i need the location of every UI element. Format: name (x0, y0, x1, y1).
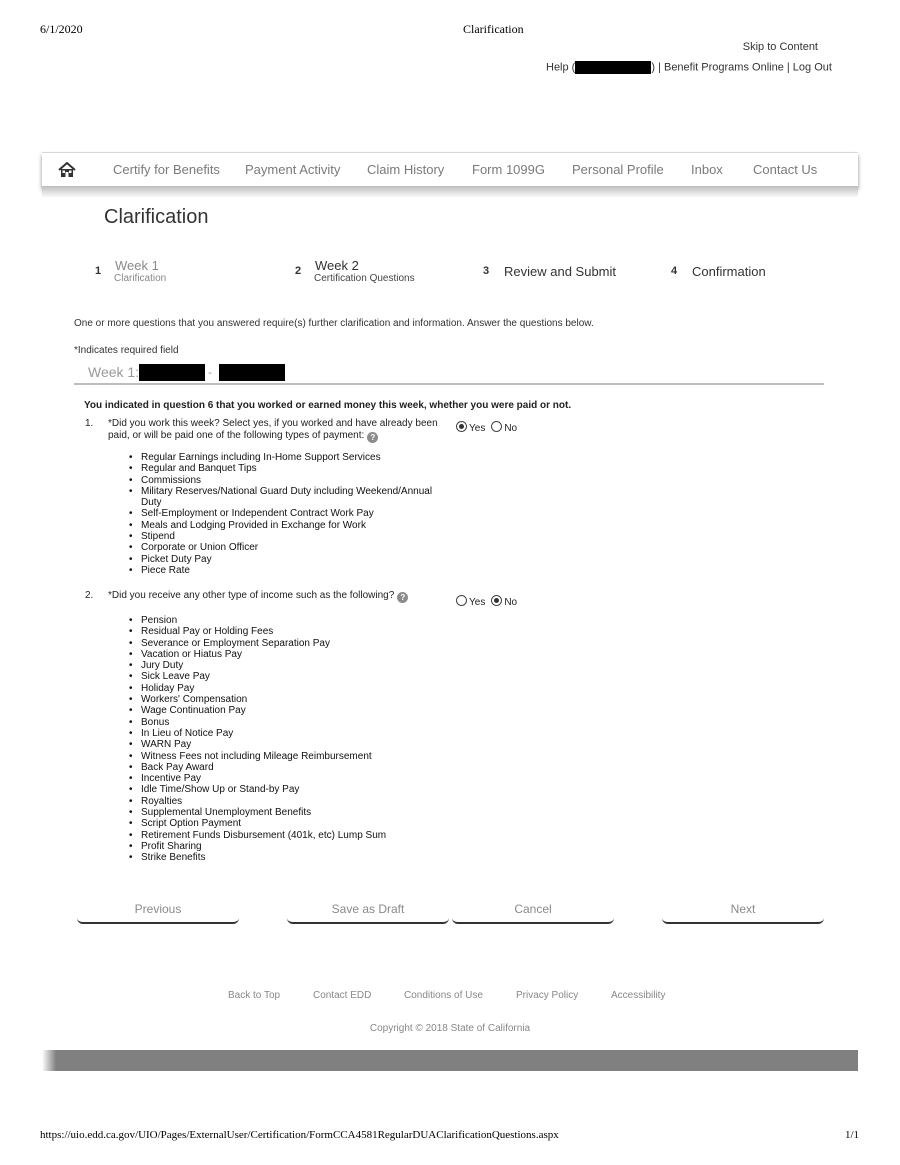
list-item: • Regular Earnings including In-Home Support Services (129, 452, 449, 463)
footer-conditions-of-use[interactable]: Conditions of Use (404, 990, 483, 1001)
nav-personal-profile[interactable]: Personal Profile (572, 162, 664, 177)
list-item: • Supplemental Unemployment Benefits (129, 807, 449, 818)
print-date: 6/1/2020 (40, 22, 83, 36)
save-draft-button[interactable]: Save as Draft (287, 900, 449, 924)
radio-label: Yes (469, 423, 486, 434)
list-item: • Stipend (129, 531, 449, 542)
main-nav (42, 152, 858, 187)
date-separator: - (208, 365, 212, 379)
next-button[interactable]: Next (662, 900, 824, 924)
list-item: • Corporate or Union Officer (129, 542, 449, 553)
list-item: • Picket Duty Pay (129, 554, 449, 565)
footer-bar (56, 1050, 858, 1071)
list-item: • Royalties (129, 796, 449, 807)
question-1-payment-list (129, 452, 449, 576)
question-2-line: *Did you receive any other type of income such as the following? (108, 590, 395, 601)
list-item: • WARN Pay (129, 739, 449, 750)
step-label: Confirmation (692, 264, 766, 279)
list-item: • Wage Continuation Pay (129, 705, 449, 716)
step-sublabel: Certification Questions (314, 273, 415, 284)
print-url: https://uio.edd.ca.gov/UIO/Pages/ExternalUser/Certification/FormCCA4581RegularDUAClarificationQuestions.aspx (40, 1129, 559, 1141)
utility-links (546, 61, 832, 74)
list-item: • Meals and Lodging Provided in Exchange for Work (129, 520, 449, 531)
list-item: • Back Pay Award (129, 762, 449, 773)
step-number: 4 (671, 265, 678, 277)
list-item: • Idle Time/Show Up or Stand-by Pay (129, 784, 449, 795)
list-item: • Incentive Pay (129, 773, 449, 784)
radio-label: No (504, 423, 518, 434)
list-item: • Military Reserves/National Guard Duty including Weekend/Annual Duty (129, 486, 449, 509)
list-item: • Commissions (129, 475, 449, 486)
radio-label: No (504, 597, 518, 608)
cancel-button[interactable]: Cancel (452, 900, 614, 924)
skip-to-content-link[interactable]: Skip to Content (742, 41, 818, 53)
nav-claim-history[interactable]: Claim History (367, 162, 445, 177)
list-item: • Profit Sharing (129, 841, 449, 852)
question-2-no-radio[interactable] (491, 595, 502, 606)
nav-certify-for-benefits[interactable]: Certify for Benefits (113, 162, 220, 177)
list-item: • Witness Fees not including Mileage Reimbursement (129, 751, 449, 762)
step-number: 3 (483, 265, 490, 277)
redacted-phone (575, 61, 651, 74)
radio-label: Yes (469, 597, 486, 608)
step-number: 2 (295, 265, 302, 277)
list-item: • Pension (129, 615, 449, 626)
list-item: • In Lieu of Notice Pay (129, 728, 449, 739)
question-1-line: *Did you work this week? Select yes, if you worked and have already been (108, 418, 438, 429)
help-icon[interactable]: ? (397, 592, 408, 603)
list-item: • Sick Leave Pay (129, 671, 449, 682)
list-item: • Residual Pay or Holding Fees (129, 626, 449, 637)
redacted-date-end (219, 364, 285, 381)
page-title: Clarification (104, 206, 209, 228)
redacted-date-start (139, 364, 205, 381)
previous-button[interactable]: Previous (77, 900, 239, 924)
step-label: Week 2 (315, 258, 359, 273)
nav-contact-us[interactable]: Contact Us (753, 162, 818, 177)
list-item: • Strike Benefits (129, 852, 449, 863)
list-item: • Self-Employment or Independent Contract Work Pay (129, 508, 449, 519)
step-label: Review and Submit (504, 264, 616, 279)
list-item: • Script Option Payment (129, 818, 449, 829)
step-sublabel: Clarification (114, 273, 167, 284)
footer-back-to-top[interactable]: Back to Top (228, 990, 281, 1001)
footer-privacy-policy[interactable]: Privacy Policy (516, 990, 579, 1001)
help-link[interactable]: Help ( (546, 61, 576, 74)
footer-accessibility[interactable]: Accessibility (611, 990, 666, 1001)
step-label: Week 1 (115, 258, 159, 273)
week-header (74, 361, 824, 385)
list-item: • Retirement Funds Disbursement (401k, etc) Lump Sum (129, 830, 449, 841)
intro-text: One or more questions that you answered require(s) further clarification and information. Answer the questions below. (74, 318, 594, 329)
question-2-yes-radio[interactable] (456, 595, 467, 606)
account-links[interactable]: ) | Benefit Programs Online | Log Out (651, 61, 832, 74)
question-1-radio-group (456, 418, 523, 436)
question-2-radio-group (456, 592, 523, 610)
list-item: • Piece Rate (129, 565, 449, 576)
copyright: Copyright © 2018 State of California (369, 1023, 531, 1034)
list-item: • Workers' Compensation (129, 694, 449, 705)
question-1-line: paid, or will be paid one of the following types of payment: (108, 429, 365, 441)
question-2-text (108, 590, 453, 603)
print-title: Clarification (463, 22, 524, 36)
list-item: • Vacation or Hiatus Pay (129, 649, 449, 660)
week-label: Week 1: (88, 364, 140, 380)
nav-form-1099g[interactable]: Form 1099G (472, 162, 545, 177)
question-2-income-list (129, 615, 449, 864)
home-icon[interactable] (58, 162, 76, 183)
question-1-text (108, 418, 453, 443)
list-item: • Jury Duty (129, 660, 449, 671)
question-2-number: 2. (85, 590, 94, 601)
step-number: 1 (95, 265, 102, 277)
help-icon[interactable]: ? (367, 432, 378, 443)
question-1-yes-radio[interactable] (456, 421, 467, 432)
question-intro: You indicated in question 6 that you worked or earned money this week, whether you were paid or not. (84, 400, 572, 411)
footer-contact-edd[interactable]: Contact EDD (313, 990, 372, 1001)
nav-shadow (42, 186, 858, 198)
required-note: *Indicates required field (74, 345, 179, 356)
nav-payment-activity[interactable]: Payment Activity (245, 162, 341, 177)
print-page-number: 1/1 (845, 1129, 860, 1141)
list-item: • Regular and Banquet Tips (129, 463, 449, 474)
list-item: • Severance or Employment Separation Pay (129, 638, 449, 649)
list-item: • Holiday Pay (129, 683, 449, 694)
question-1-number: 1. (85, 418, 94, 429)
list-item: • Bonus (129, 717, 449, 728)
nav-inbox[interactable]: Inbox (691, 162, 723, 177)
question-1-no-radio[interactable] (491, 421, 502, 432)
